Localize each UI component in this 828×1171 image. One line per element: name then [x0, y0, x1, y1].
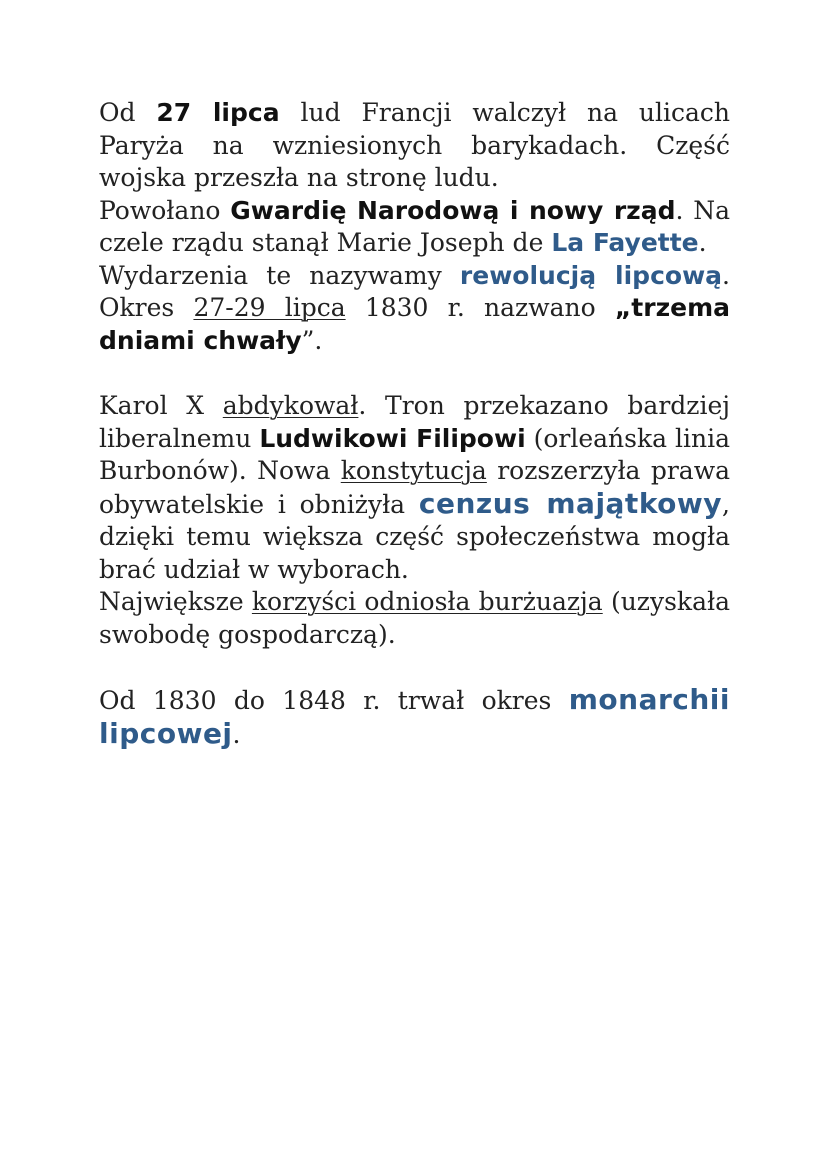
- paragraph-july-fighting: [99, 97, 730, 195]
- la-fayette-highlight: La Fayette: [551, 228, 699, 257]
- text: (uzyskała swobodę gospodarczą).: [99, 587, 730, 649]
- dates-underlined: 27-29 lipca: [193, 293, 346, 322]
- paragraph-national-guard: [99, 195, 730, 260]
- paragraph-abdication: [99, 390, 730, 586]
- text: Wydarzenia te nazywamy: [99, 260, 460, 290]
- paragraph-bourgeoisie: [99, 586, 730, 651]
- text: Największe: [99, 587, 252, 616]
- text: , dzięki temu większa część społeczeństwa mogła brać udział w wyborach.: [99, 489, 730, 584]
- text: 1830 r. nazwano: [345, 293, 615, 322]
- text: Powołano: [99, 195, 231, 225]
- paragraph-gap: [99, 651, 730, 684]
- text: ”.: [301, 325, 323, 355]
- paragraph-july-monarchy: [99, 684, 730, 751]
- text: .: [698, 228, 707, 257]
- constitution-underlined: konstytucja: [340, 456, 487, 485]
- text: .: [232, 719, 241, 749]
- national-guard-bold: Gwardię Narodową i nowy rząd: [230, 195, 676, 225]
- text: (orleańska linia Burbonów). Nowa: [99, 423, 730, 485]
- abdicated-underlined: abdykował: [222, 391, 359, 420]
- document-page: [99, 97, 730, 751]
- louis-philippe-bold: Ludwikowi Filipowi: [259, 423, 526, 453]
- text: Karol X: [99, 391, 223, 420]
- text: rozszerzyła prawa obywatelskie i obniżyła: [99, 456, 730, 519]
- census-highlight: cenzus majątkowy: [418, 486, 723, 520]
- text: Od 1830 do 1848 r. trwał okres: [99, 686, 569, 715]
- three-glorious-days-bold: „trzema dniami chwały: [99, 293, 731, 355]
- paragraph-gap: [99, 357, 730, 390]
- text: Od: [99, 98, 157, 127]
- text: lud Francji walczył na ulicach Paryża na wzniesionych barykadach. Część wojska przeszła na stronę ludu.: [99, 98, 731, 192]
- july-revolution-highlight: rewolucją lipcową: [459, 260, 723, 290]
- benefits-underlined: korzyści odniosła burżuazja: [251, 587, 603, 616]
- date-27-july: 27 lipca: [156, 98, 280, 127]
- text: . Tron przekazano bardziej liberalnemu: [99, 391, 730, 453]
- july-monarchy-highlight: monarchii lipcowej: [99, 683, 730, 750]
- text: . Na czele rządu stanął Marie Joseph de: [99, 195, 730, 257]
- text: . Okres: [99, 260, 730, 322]
- paragraph-july-revolution: [99, 260, 730, 358]
